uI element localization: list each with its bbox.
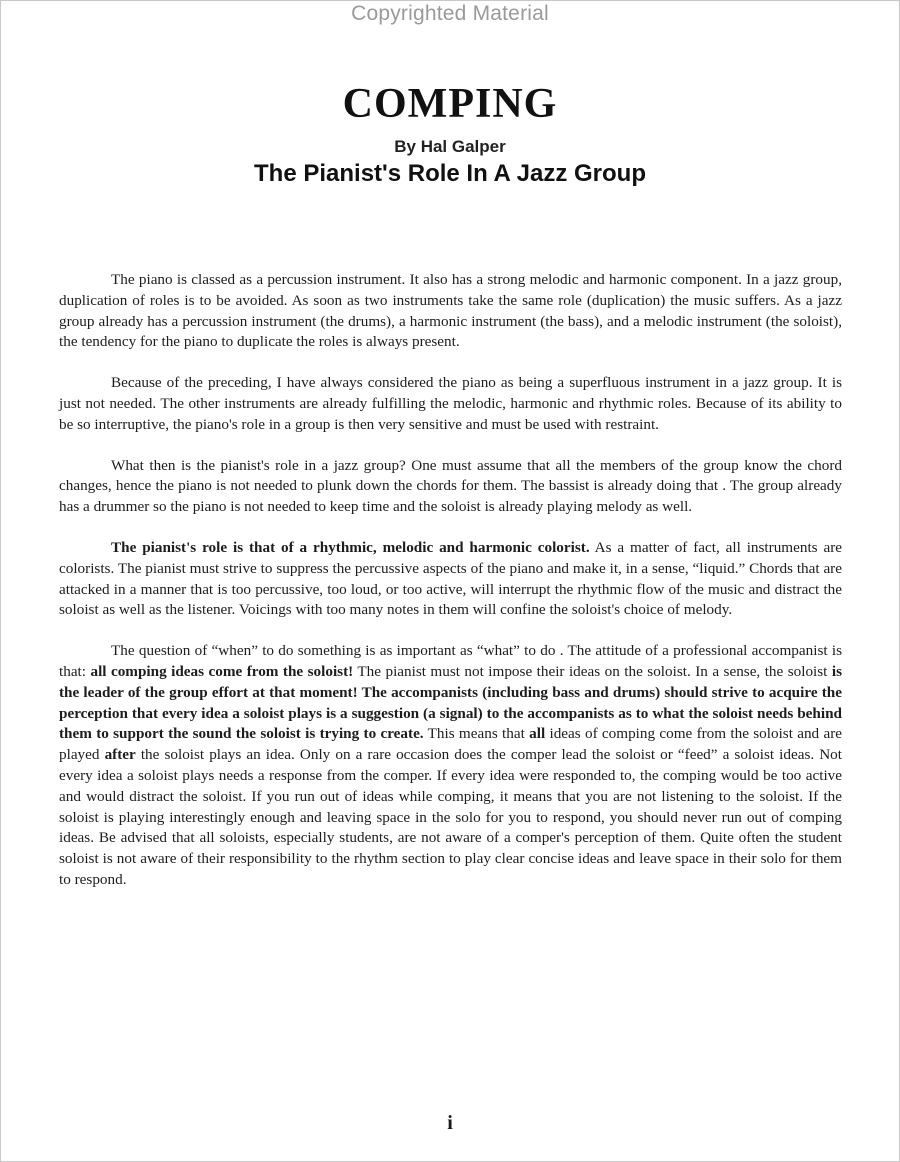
paragraph-5 <box>59 641 842 891</box>
paragraph-5-part-a: The question of “when” to do something is as important as “what” to do . The attitude of a professional accompanist is that: <box>59 642 842 680</box>
paragraph-5-part-f: all <box>529 725 546 743</box>
copyright-watermark: Copyrighted Material <box>351 2 549 25</box>
page-number: i <box>447 1112 453 1134</box>
paragraph-2-text: Because of the preceding, I have always considered the piano as being a superfluous instrument in a jazz group. It is just not needed. The other instruments are already fulfilling the melodic, harmonic and rhythmic roles. Because of its ability to be so interruptive, the piano's role in a group is then very sensitive and must be used with restraint. <box>59 374 842 433</box>
paragraph-5-part-c: The pianist must not impose their ideas on the soloist. In a sense, the soloist <box>353 662 832 680</box>
paragraph-1 <box>59 270 842 353</box>
paragraph-4-text: As a matter of fact, all instruments are colorists. The pianist must strive to suppress the percussive aspects of the piano and make it, in a sense, “liquid.” Chords that are attacked in a manner that is too percussive, too loud, or too active, will interrupt the rhythmic flow of the music and distract the soloist as well as the listener. Voicings with too many notes in them will confine the soloist's choice of melody. <box>59 538 842 619</box>
page-title: COMPING <box>342 81 558 127</box>
paragraph-5-part-h: after <box>104 746 136 764</box>
paragraph-5-part-e: This means that <box>423 725 530 743</box>
author-byline: By Hal Galper <box>394 137 506 156</box>
paragraph-3 <box>59 456 842 518</box>
paragraph-3-text: What then is the pianist's role in a jazz group? One must assume that all the members of the group know the chord changes, hence the piano is not needed to plunk down the chords for them. The bassist is already doing that . The group already has a drummer so the piano is not needed to keep time and the soloist is already playing melody as well. <box>59 456 842 516</box>
page-subtitle: The Pianist's Role In A Jazz Group <box>254 160 646 187</box>
article-body <box>59 270 842 911</box>
paragraph-5-part-g: ideas of comping come from the soloist and are played <box>59 725 842 764</box>
paragraph-4-bold-lead: The pianist's role is that of a rhythmic, melodic and harmonic colorist. <box>111 538 590 556</box>
paragraph-4 <box>59 538 842 621</box>
paragraph-5-part-i: the soloist plays an idea. Only on a rare occasion does the comper lead the soloist or “feed” a soloist ideas. Not every idea a soloist plays needs a response from the comper. If every idea were responded to, the comping would be too active and would distract the soloist. If you run out of ideas while comping, it means that you are not listening to the soloist. If the soloist is playing interestingly enough and leaving space in the solo for you to respond, you should never run out of comping ideas. Be advised that all soloists, especially students, are not aware of a comper's perception of them. Quite often the student soloist is not aware of their responsibility to the rhythm section to play clear concise ideas and leave space in their solo for them to respond. <box>59 746 842 888</box>
paragraph-5-part-b: all comping ideas come from the soloist! <box>90 662 354 680</box>
paragraph-5-part-d: is the leader of the group effort at that moment! The accompanists (including bass and drums) should strive to acquire the perception that every idea a soloist plays is a suggestion (a signal) to the accompanists as to what the soloist needs behind them to support the sound the soloist is trying to create. <box>59 662 842 743</box>
paragraph-1-text: The piano is classed as a percussion instrument. It also has a strong melodic and harmonic component. In a jazz group, duplication of roles is to be avoided. As soon as two instruments take the same role (duplication) the music suffers. As a jazz group already has a percussion instrument (the drums), a harmonic instrument (the bass), and a melodic instrument (the soloist), the tendency for the piano to duplicate the roles is always present. <box>59 271 842 351</box>
paragraph-2 <box>59 373 842 435</box>
